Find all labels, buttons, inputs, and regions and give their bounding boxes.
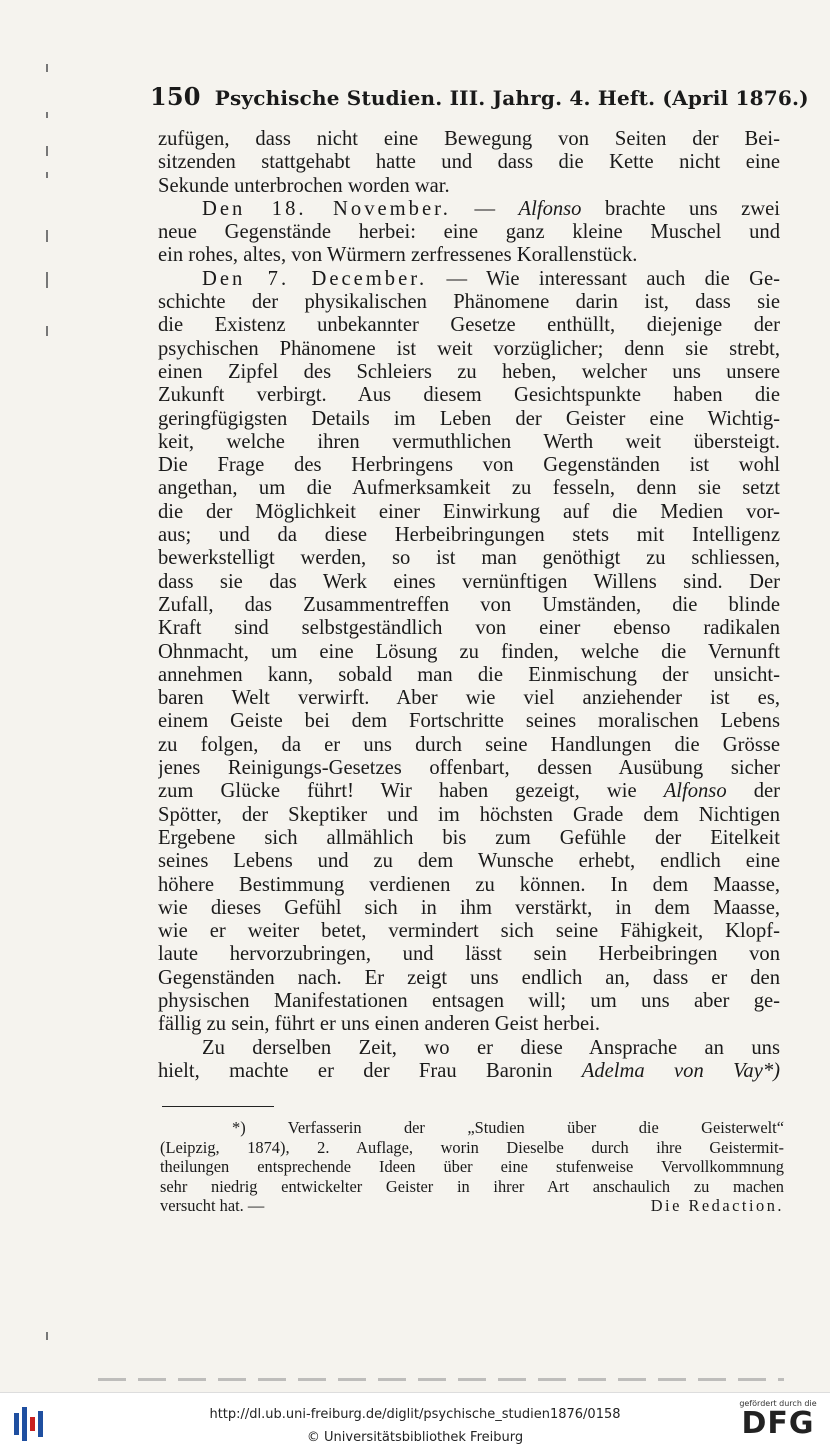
page-number: 150: [150, 82, 201, 111]
entry-date: Den 18. November.: [202, 197, 451, 220]
running-header: [150, 82, 809, 111]
footnote-line: versucht hat. —: [160, 1196, 265, 1215]
text-line: Sekunde unterbrochen worden war.: [158, 174, 450, 197]
entry-date: Den 7. December.: [202, 267, 428, 290]
text-line: aus; und da diese Herbeibringungen stets mit Intelligenz: [158, 524, 780, 547]
footnote-signature: Die Redaction.: [650, 1196, 784, 1215]
text-line: Kraft sind selbstgeständlich von einer ebenso radikalen: [158, 617, 780, 640]
text-line: Ergebene sich allmählich bis zum Gefühle der Eitelkeit: [158, 826, 780, 849]
text-line: baren Welt verwirft. Aber wie viel anziehender ist es,: [158, 687, 780, 710]
text-line: physischen Manifestationen entsagen will; um uns aber ge-: [158, 989, 780, 1012]
text-line: sitzenden stattgehabt hatte und dass die Kette nicht eine: [158, 151, 780, 174]
text-line: fällig zu sein, führt er uns einen anderen Geist herbei.: [158, 1013, 601, 1036]
scan-edge-artifact: [98, 1378, 784, 1381]
text-line: die Existenz unbekannter Gesetze enthüllt, diejenige der: [158, 314, 780, 337]
footnote-line: (Leipzig, 1874), 2. Auflage, worin Dieselbe durch ihre Geistermit-: [160, 1137, 784, 1157]
text-line: Zu derselben Zeit, wo er diese Ansprache an uns: [202, 1036, 780, 1059]
text-line: die der Möglichkeit einer Einwirkung auf die Medien vor-: [158, 500, 780, 523]
text-line: keit, welche ihren vermuthlichen Werth weit übersteigt.: [158, 430, 780, 453]
text-line: schichte der physikalischen Phänomene darin ist, dass sie: [158, 291, 780, 314]
dfg-wordmark: DFG: [741, 1406, 815, 1441]
dfg-logo: [734, 1399, 822, 1449]
viewer-footer: [0, 1392, 830, 1454]
text-line: wie er weiter betet, vermindert sich seine Fähigkeit, Klopf-: [158, 920, 780, 943]
text-line: höhere Bestimmung verdienen zu können. In dem Maasse,: [158, 873, 780, 896]
text-line: annehmen kann, sobald man die Einmischung der unsicht-: [158, 663, 780, 686]
text-line: wie dieses Gefühl sich in ihm verstärkt, in dem Maasse,: [158, 896, 780, 919]
text-line: Ohnmacht, um eine Lösung zu finden, welche die Vernunft: [158, 640, 780, 663]
body-text: [158, 128, 780, 1083]
footnote-line: theilungen entsprechende Ideen über eine stufenweise Vervollkommnung: [160, 1157, 784, 1176]
text-line: dass sie das Werk eines vernünftigen Willens sind. Der: [158, 570, 780, 593]
text-line: bewerkstelligt werden, so ist man genöthigt zu schliessen,: [158, 547, 780, 570]
spirit-name: Alfonso: [663, 780, 727, 803]
text-line: zu folgen, da er uns durch seine Handlungen die Grösse: [158, 733, 780, 756]
spirit-name: Alfonso: [518, 197, 582, 220]
footnote-rule: [162, 1106, 274, 1107]
text-line: laute hervorzubringen, und lässt sein Herbeibringen von: [158, 943, 780, 966]
text-line: geringfügigsten Details im Leben der Geister eine Wichtig-: [158, 407, 780, 430]
text-line: Zukunft verbirgt. Aus diesem Gesichtspunkte haben die: [158, 384, 780, 407]
footnote-line: *) Verfasserin der „Studien über die Geisterwelt“: [232, 1118, 784, 1137]
footnote: [160, 1118, 784, 1216]
text-line: zufügen, dass nicht eine Bewegung von Seiten der Bei-: [158, 128, 780, 150]
entry-date-line: Den 7. December. — Wie interessant auch die Ge-: [202, 267, 780, 290]
margin-scan-marks: [46, 60, 54, 1360]
text-line: einen Zipfel des Schleiers zu heben, welcher uns unsere: [158, 360, 780, 383]
copyright-notice: © Universitätsbibliothek Freiburg: [306, 1430, 524, 1445]
text-line: Die Frage des Herbringens von Gegenständen ist wohl: [158, 454, 780, 477]
text-line: angethan, um die Aufmerksamkeit zu fesseln, denn sie setzt: [158, 477, 780, 500]
entry-date-line: Den 18. November. — Alfonso brachte uns zwei: [202, 197, 780, 220]
footnote-last-line: [160, 1196, 784, 1216]
text-line: seines Lebens und zu dem Wunsche erhebt, endlich eine: [158, 850, 780, 873]
text-line: neue Gegenstände herbei: eine ganz kleine Muschel und: [158, 221, 780, 244]
text-line: psychischen Phänomene ist weit vorzüglicher; denn sie strebt,: [158, 337, 780, 360]
text-line: Spötter, der Skeptiker und im höchsten Grade dem Nichtigen: [158, 803, 780, 826]
text-line: Zufall, das Zusammentreffen von Umständen, die blinde: [158, 593, 780, 616]
text-line: ein rohes, altes, von Würmern zerfressenes Korallenstück.: [158, 244, 638, 267]
running-title: Psychische Studien. III. Jahrg. 4. Heft. (April 1876.): [214, 86, 809, 110]
text-line: hielt, machte er der Frau Baronin Adelma von Vay*): [158, 1059, 780, 1082]
footnote-line: sehr niedrig entwickelter Geister in ihrer Art anschaulich zu machen: [160, 1176, 784, 1196]
text-line: einem Geiste bei dem Fortschritte seines moralischen Lebens: [158, 710, 780, 733]
text-line: jenes Reinigungs-Gesetzes offenbart, dessen Ausübung sicher: [158, 757, 780, 780]
dfg-caption: gefördert durch die: [739, 1399, 817, 1408]
person-name: Adelma von Vay*): [581, 1059, 780, 1082]
permalink-url[interactable]: http://dl.ub.uni-freiburg.de/diglit/psychische_studien1876/0158: [209, 1407, 621, 1422]
text-line: zum Glücke führt! Wir haben gezeigt, wie Alfonso der: [158, 780, 780, 803]
text-line: Gegenständen nach. Er zeigt uns endlich an, dass er den: [158, 966, 780, 989]
